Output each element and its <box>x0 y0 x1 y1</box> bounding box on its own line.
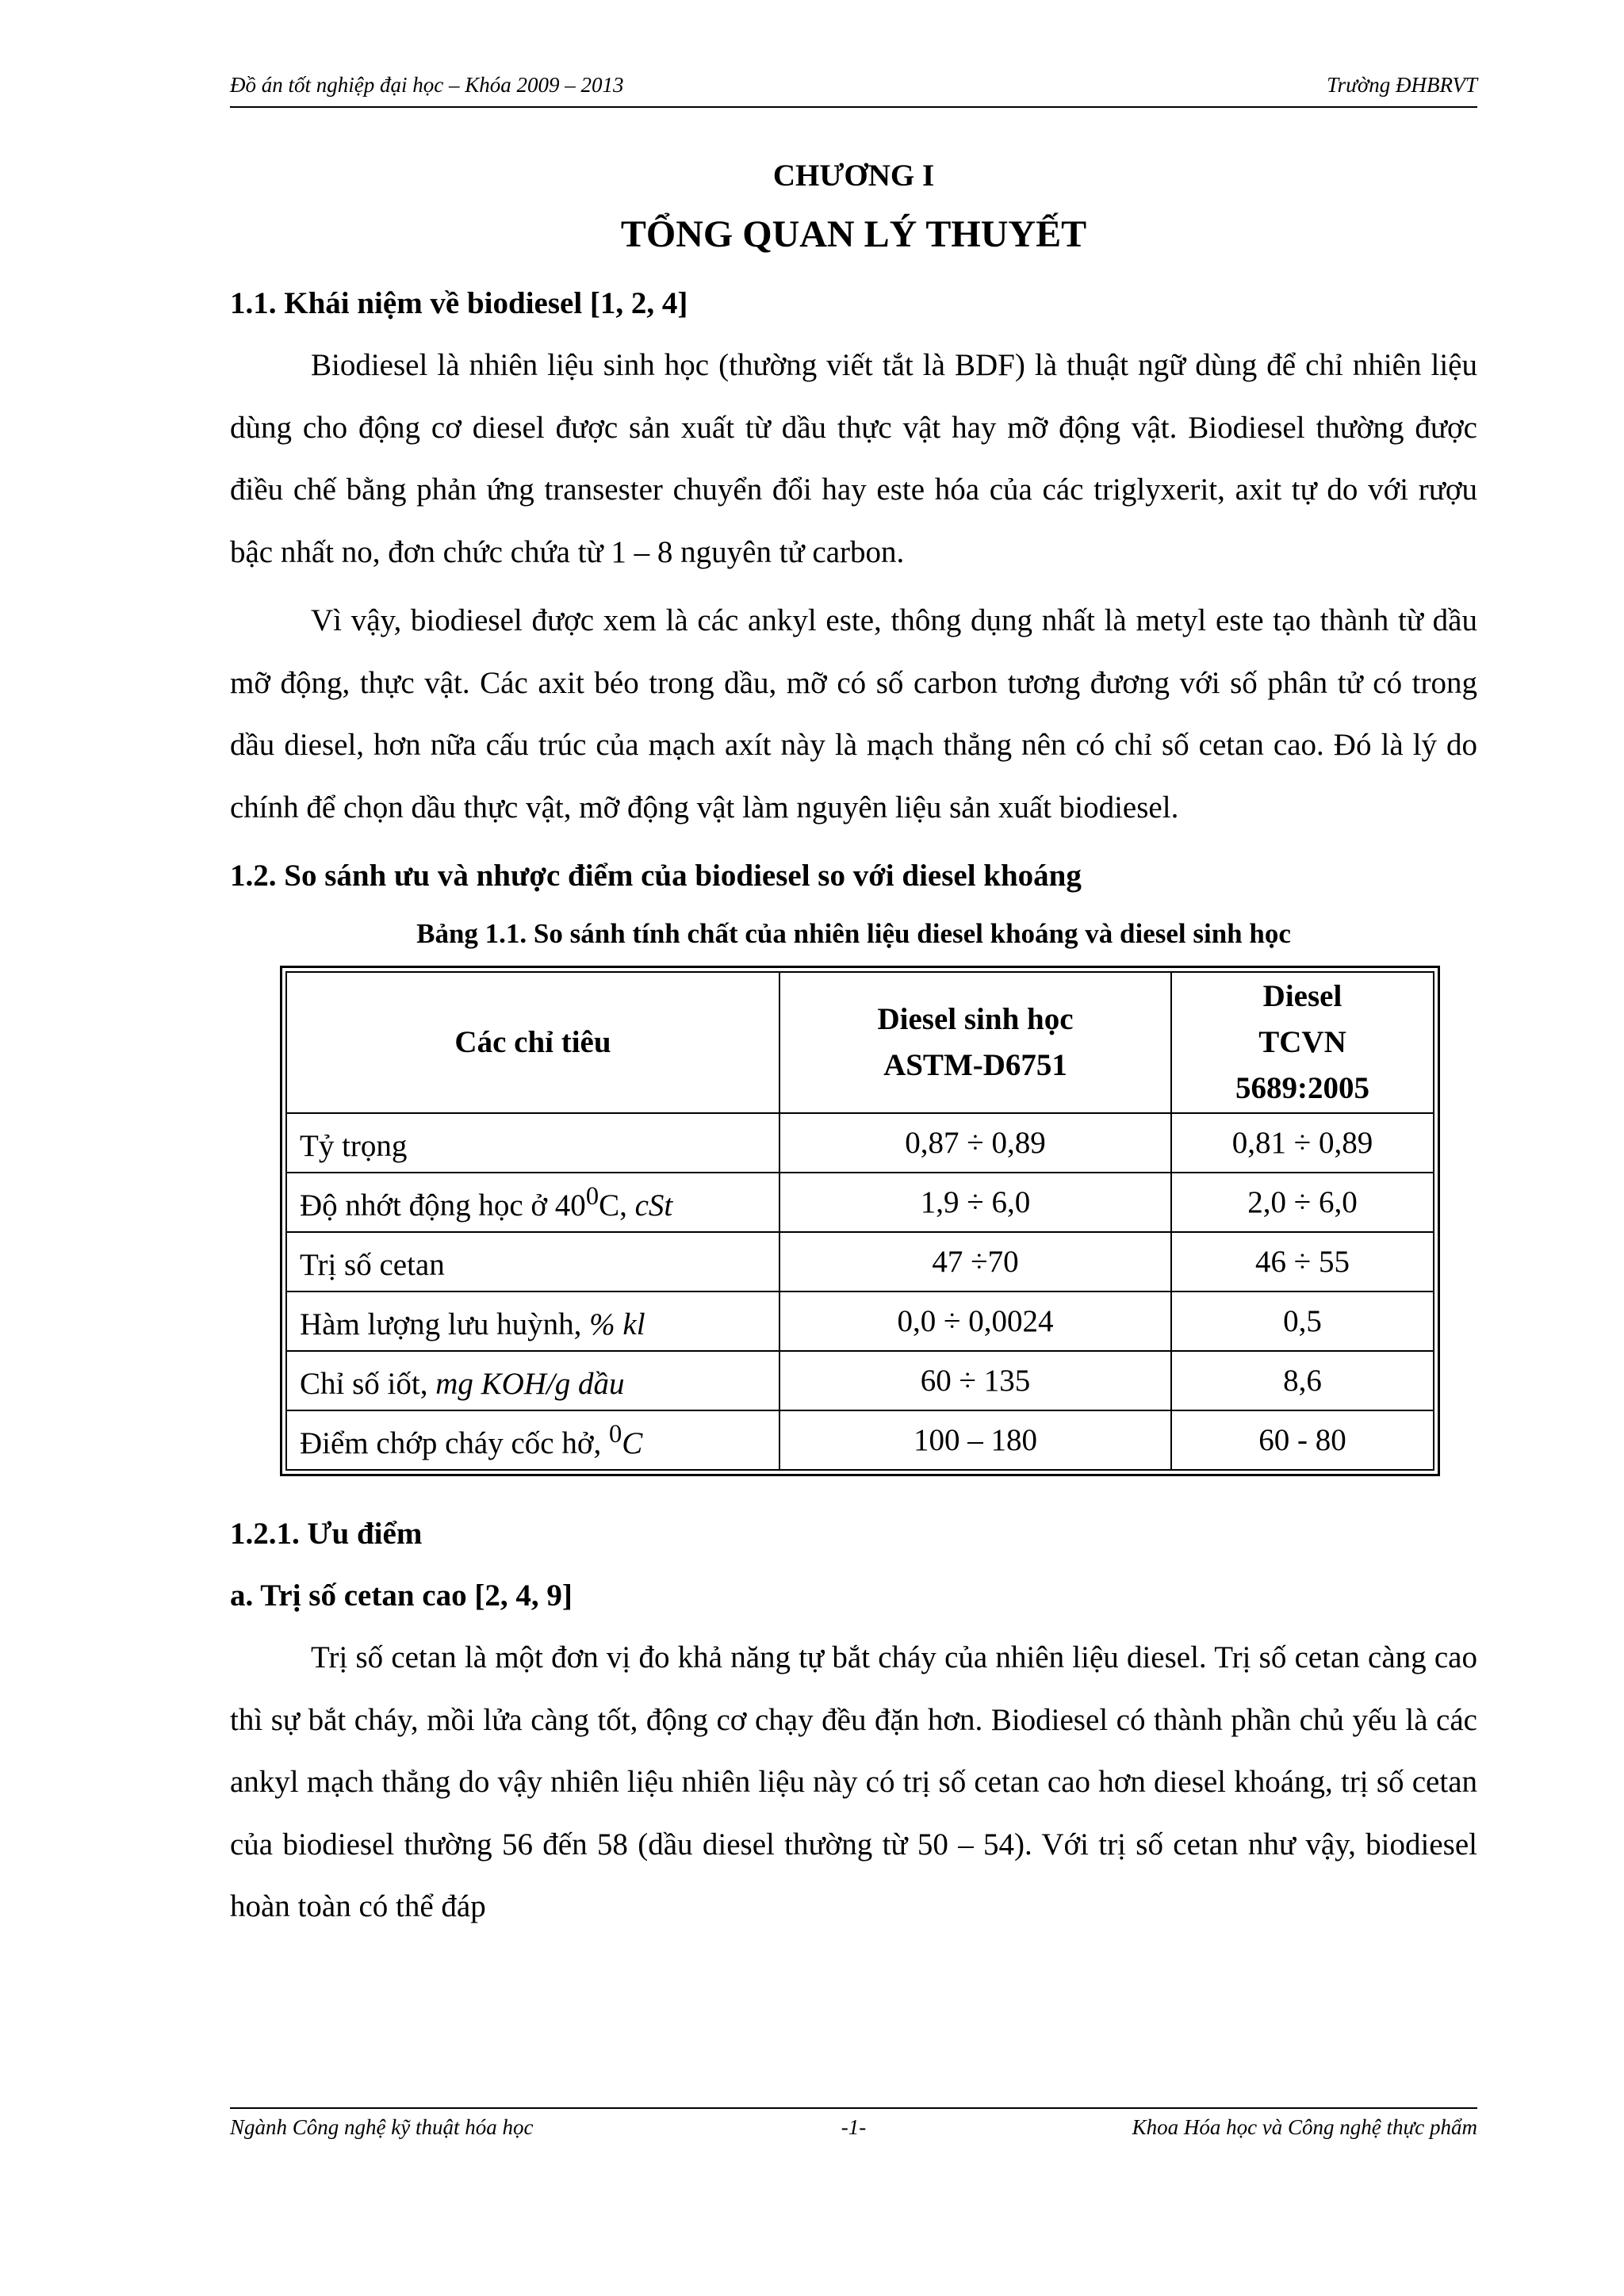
cell-mineral-value: 0,81 ÷ 0,89 <box>1171 1113 1434 1173</box>
cell-biodiesel-value: 1,9 ÷ 6,0 <box>779 1173 1171 1232</box>
cell-mineral-value: 2,0 ÷ 6,0 <box>1171 1173 1434 1232</box>
page-number: -1- <box>841 2115 867 2139</box>
cell-mineral-value: 8,6 <box>1171 1351 1434 1410</box>
cell-criteria <box>286 1351 779 1410</box>
table-caption: Bảng 1.1. So sánh tính chất của nhiên liệu diesel khoáng và diesel sinh học <box>416 918 1291 949</box>
section-heading-1-2: 1.2. So sánh ưu và nhược điểm của biodiesel so với diesel khoáng <box>230 859 1082 893</box>
table-row <box>286 1232 1434 1292</box>
criteria-superscript: 0 <box>585 1181 599 1211</box>
cell-criteria <box>286 1232 779 1292</box>
cell-biodiesel-value: 100 – 180 <box>779 1410 1171 1470</box>
paragraph-biodiesel-esters: Vì vậy, biodiesel được xem là các ankyl este, thông dụng nhất là metyl este tạo thành từ dầu mỡ động, thực vật. Các axit béo trong dầu, mỡ có số carbon tương đương với số phân tử có trong dầu diesel, hơn nữa cấu trúc của mạch axít này là mạch thẳng nên có chỉ số cetan cao. Đó là lý do chính để chọn dầu thực vật, mỡ động vật làm nguyên liệu sản xuất biodiesel. <box>230 603 1477 825</box>
table-row <box>286 1410 1434 1470</box>
footer-right-text: Khoa Hóa học và Công nghệ thực phẩm <box>1132 2115 1477 2139</box>
header-mineral-diesel <box>1171 972 1434 1113</box>
cell-criteria <box>286 1113 779 1173</box>
header-right-text: Trường ĐHBRVT <box>1327 73 1477 97</box>
cell-mineral-value: 46 ÷ 55 <box>1171 1232 1434 1292</box>
comparison-table-frame <box>280 966 1440 1476</box>
cell-biodiesel-value: 0,0 ÷ 0,0024 <box>779 1292 1171 1351</box>
cell-criteria <box>286 1292 779 1351</box>
criteria-name: Hàm lượng lưu huỳnh, <box>300 1307 590 1341</box>
criteria-superscript: 0 <box>608 1419 622 1448</box>
header-criteria <box>286 972 779 1113</box>
criteria-name: Trị số cetan <box>300 1247 445 1282</box>
page-footer <box>230 2107 1477 2142</box>
header-mineral-line1: Diesel <box>1262 979 1342 1013</box>
page-header <box>230 73 1477 108</box>
section-heading-1-1: 1.1. Khái niệm về biodiesel [1, 2, 4] <box>230 286 688 320</box>
header-biodiesel-line1: Diesel sinh học <box>877 1002 1074 1036</box>
criteria-unit: % kl <box>589 1307 645 1341</box>
cell-criteria <box>286 1173 779 1232</box>
footer-left-text: Ngành Công nghệ kỹ thuật hóa học <box>230 2115 534 2139</box>
criteria-unit: C <box>622 1425 643 1460</box>
cell-biodiesel-value: 60 ÷ 135 <box>779 1351 1171 1410</box>
header-mineral-line3: 5689:2005 <box>1235 1071 1369 1105</box>
table-body <box>286 1113 1434 1470</box>
cell-mineral-value: 60 - 80 <box>1171 1410 1434 1470</box>
table-row <box>286 1113 1434 1173</box>
table-row <box>286 1173 1434 1232</box>
paragraph-biodiesel-definition: Biodiesel là nhiên liệu sinh học (thường viết tắt là BDF) là thuật ngữ dùng để chỉ nhiên liệu dùng cho động cơ diesel được sản xuất từ dầu thực vật hay mỡ động vật. Biodiesel thường được điều chế bằng phản ứng transester chuyển đổi hay este hóa của các triglyxerit, axit tự do với rượu bậc nhất no, đơn chức chứa từ 1 – 8 nguyên tử carbon. <box>230 348 1477 569</box>
table-row <box>286 1351 1434 1410</box>
criteria-name: Tỷ trọng <box>300 1128 408 1163</box>
criteria-name: Độ nhớt động học ở 40 <box>300 1188 586 1223</box>
criteria-name: Chỉ số iốt, <box>300 1366 436 1401</box>
header-biodiesel <box>779 972 1171 1113</box>
page-content <box>230 151 1477 1945</box>
subsection-heading-a: a. Trị số cetan cao [2, 4, 9] <box>230 1578 573 1613</box>
cell-biodiesel-value: 47 ÷70 <box>779 1232 1171 1292</box>
header-mineral-line2: TCVN <box>1258 1025 1346 1059</box>
header-biodiesel-line2: ASTM-D6751 <box>883 1048 1067 1082</box>
criteria-unit: mg KOH/g dầu <box>435 1366 625 1401</box>
chapter-label: CHƯƠNG I <box>772 159 935 193</box>
header-left-text: Đồ án tốt nghiệp đại học – Khóa 2009 – 2013 <box>230 73 624 97</box>
paragraph-cetan: Trị số cetan là một đơn vị đo khả năng tự bắt cháy của nhiên liệu diesel. Trị số cetan càng cao thì sự bắt cháy, mồi lửa càng tốt, động cơ chạy đều đặn hơn. Biodiesel có thành phần chủ yếu là các ankyl mạch thẳng do vậy nhiên liệu nhiên liệu này có trị số cetan cao hơn diesel khoáng, trị số cetan của biodiesel thường 56 đến 58 (dầu diesel thường từ 50 – 54). Với trị số cetan như vậy, biodiesel hoàn toàn có thể đáp <box>230 1640 1477 1923</box>
chapter-title: TỔNG QUAN LÝ THUYẾT <box>620 213 1087 255</box>
comparison-table <box>285 971 1434 1471</box>
cell-biodiesel-value: 0,87 ÷ 0,89 <box>779 1113 1171 1173</box>
criteria-suffix: C, <box>599 1188 635 1223</box>
header-criteria-text: Các chỉ tiêu <box>454 1025 611 1059</box>
section-heading-1-2-1: 1.2.1. Ưu điểm <box>230 1517 423 1551</box>
table-row <box>286 1292 1434 1351</box>
criteria-unit: cSt <box>634 1188 673 1223</box>
cell-mineral-value: 0,5 <box>1171 1292 1434 1351</box>
table-header-row <box>286 972 1434 1113</box>
criteria-name: Điểm chớp cháy cốc hở, <box>300 1425 609 1460</box>
cell-criteria <box>286 1410 779 1470</box>
